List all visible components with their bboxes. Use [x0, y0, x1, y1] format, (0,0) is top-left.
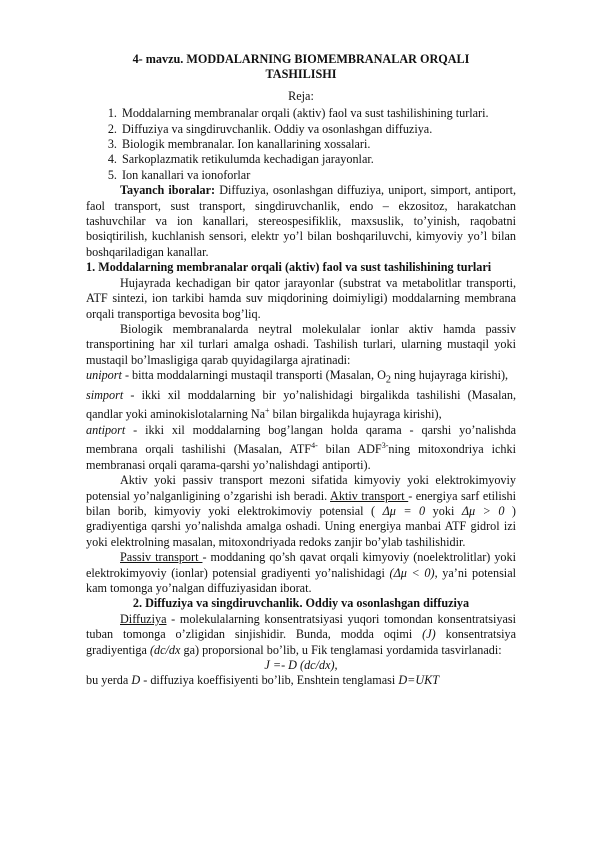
oxygen-subscript: 2 [385, 374, 391, 386]
plan-item: 5. Ion kanallari va ionoforlar [120, 168, 516, 183]
title-line-1: 4- mavzu. MODDALARNING BIOMEMBRANALAR ORQALI [132, 52, 470, 66]
antiport-text-mid: bilan ADF [317, 442, 382, 457]
simport-definition [86, 388, 516, 423]
plan-item: 1. Moddalarning membranalar orqali (aktiv) faol va sust tashilishining turlari. [120, 106, 516, 121]
p3-text-a: Aktiv yoki passiv transport mezoni sifatida kimyoviy yoki elektrokimyoviy potensial yo’nalganligining o’zgarishi ish beradi. [86, 473, 516, 503]
p5-text-b: konsentratsiya gradiyentiga [86, 627, 517, 657]
keywords-label: Tayanch iboralar: [120, 183, 216, 198]
active-transport-term: Aktiv transport [330, 488, 409, 503]
paragraph-active-transport [86, 473, 516, 550]
uniport-term: uniport [86, 368, 122, 383]
gradient-symbol: (dc/dx [149, 642, 181, 657]
keywords-paragraph [86, 183, 516, 260]
document-title [86, 52, 516, 83]
simport-text-end: bilan birgalikda hujayraga kirishi), [269, 407, 442, 422]
einstein-equation: D=UKT [398, 673, 440, 688]
p5-text-a: - molekulalarning konsentratsiyasi yuqori tomondan konsentratsiyasi tuban tomonga o’zligidan sinjishidir. Bunda, modda oqimi [86, 611, 516, 642]
paragraph-diffusion-coefficient [86, 673, 516, 688]
p3-text-c: yoki [425, 503, 462, 518]
sodium-superscript: + [265, 406, 270, 416]
uniport-text-end: ning hujayraga kirishi), [390, 368, 509, 383]
antiport-term: antiport [86, 422, 126, 437]
adf-charge: 3- [381, 441, 389, 451]
document-page [86, 52, 516, 689]
fick-equation: J =- D (dc/dx), [264, 658, 338, 672]
atf-charge: 4- [311, 441, 318, 451]
p6-text-b: - diffuziya koeffisiyenti bo’lib, Enshtein tenglamasi [140, 673, 399, 688]
formula-inline-1: Δμ = 0 [382, 503, 426, 518]
simport-text: - ikki xil moddalarning bir yo’nalishidagi birgalikda tashilishi (Masalan, qandlar yoki aminokislotalarning Na [86, 387, 516, 422]
paragraph-1: Hujayrada kechadigan bir qator jarayonlar (substrat va metabolitlar transporti, ATF sintezi, ion tarkibi hamda suv miqdorining doimiyligi) moddalarning membrana orqali transportiga bevosita bog’liq. [86, 275, 516, 321]
simport-term: simport [86, 387, 124, 402]
paragraph-passive-transport [86, 550, 516, 596]
p6-text-a: bu yerda [86, 673, 132, 688]
plan-item: 3. Biologik membranalar. Ion kanallarining xossalari. [120, 137, 516, 152]
coefficient-symbol: D [131, 673, 141, 688]
plan-item: 4. Sarkoplazmatik retikulumda kechadigan jarayonlar. [120, 152, 516, 167]
p4-text-a: - moddaning qo’sh qavat orqali kimyoviy (noelektrolitlar) yoki elektrokimyoviy (ionlar) potensial gradiyenti yo’nalishidagi [86, 550, 516, 580]
title-line-2: TASHILISHI [265, 67, 337, 82]
plan-item: 2. Diffuziya va singdiruvchanlik. Oddiy va osonlashgan diffuziya. [120, 122, 516, 137]
uniport-definition [86, 368, 516, 388]
antiport-text: - ikki xil moddalarning bog’langan holda qarama - qarshi yo’nalishda membrana orqali tashilishi (Masalan, ATF [86, 422, 516, 457]
paragraph-diffusion [86, 612, 516, 658]
section-2-heading: 2. Diffuziya va singdiruvchanlik. Oddiy va osonlashgan diffuziya [132, 596, 470, 611]
passive-transport-term: Passiv transport [120, 550, 203, 565]
antiport-definition [86, 423, 516, 473]
section-1-heading: 1. Moddalarning membranalar orqali (aktiv) faol va sust tashilishining turlari [86, 260, 492, 275]
paragraph-2: Biologik membranalarda neytral molekulalar ionlar aktiv hamda passiv transportining har xil turlari amalga oshadi. Tashilish turlari, ularning mustaqil yoki mustaqil bo’lmasligiga qarab quyidagilarga ajratinadi: [86, 321, 516, 367]
diffusion-term: Diffuziya [120, 611, 167, 626]
p3-text-d: ) gradiyentiga qarshi yo’nalishda amalga oshadi. Uning energiya manbai ATF gidrol izi yoki elektrolning masalan, mitoxondriyada redoks zanjir bo’ylab tashilishidir. [86, 503, 516, 549]
formula-inline-2: Δμ > 0 [461, 503, 505, 518]
formula-inline-3: (Δμ < 0) [389, 565, 435, 580]
plan-heading: Reja: [288, 88, 314, 103]
p4-text-b: , ya’ni potensial kam tomonga yo’nalgan diffuziyasidan iborat. [86, 565, 516, 595]
antiport-text-end: ning mitoxondriya ichki membranasi orqali qarama-qarshi yo’nalishdagi antiporti). [86, 442, 516, 472]
flux-symbol: (J) [422, 627, 436, 642]
keywords-text: Diffuziya, osonlashgan diffuziya, uniport, simport, antiport, faol transport, sust transport, singdiruvchanlik, endo – ekzositoz, harakatchan tashuvchilar va ion kanallari, stereospesifiklik, maxsuslik, to’yinish, raqobatni bosiqtirilish, kuchlanish sensori, elektr yo’l bilan boshqariluvchi, kimyoviy yo’l bilan boshqariladigan kanallar. [86, 183, 516, 259]
p3-text-b: - energiya sarf etilishi bilan borib, kimyoviy yoki elektrokimoviy potensial ( [86, 488, 516, 518]
plan-list [86, 106, 516, 183]
uniport-text: - bitta moddalarningi mustaqil transporti (Masalan, O [121, 368, 386, 383]
p5-text-c: ga) proporsional bo’lib, u Fik tenglamasi yordamida tasvirlanadi: [180, 642, 502, 657]
